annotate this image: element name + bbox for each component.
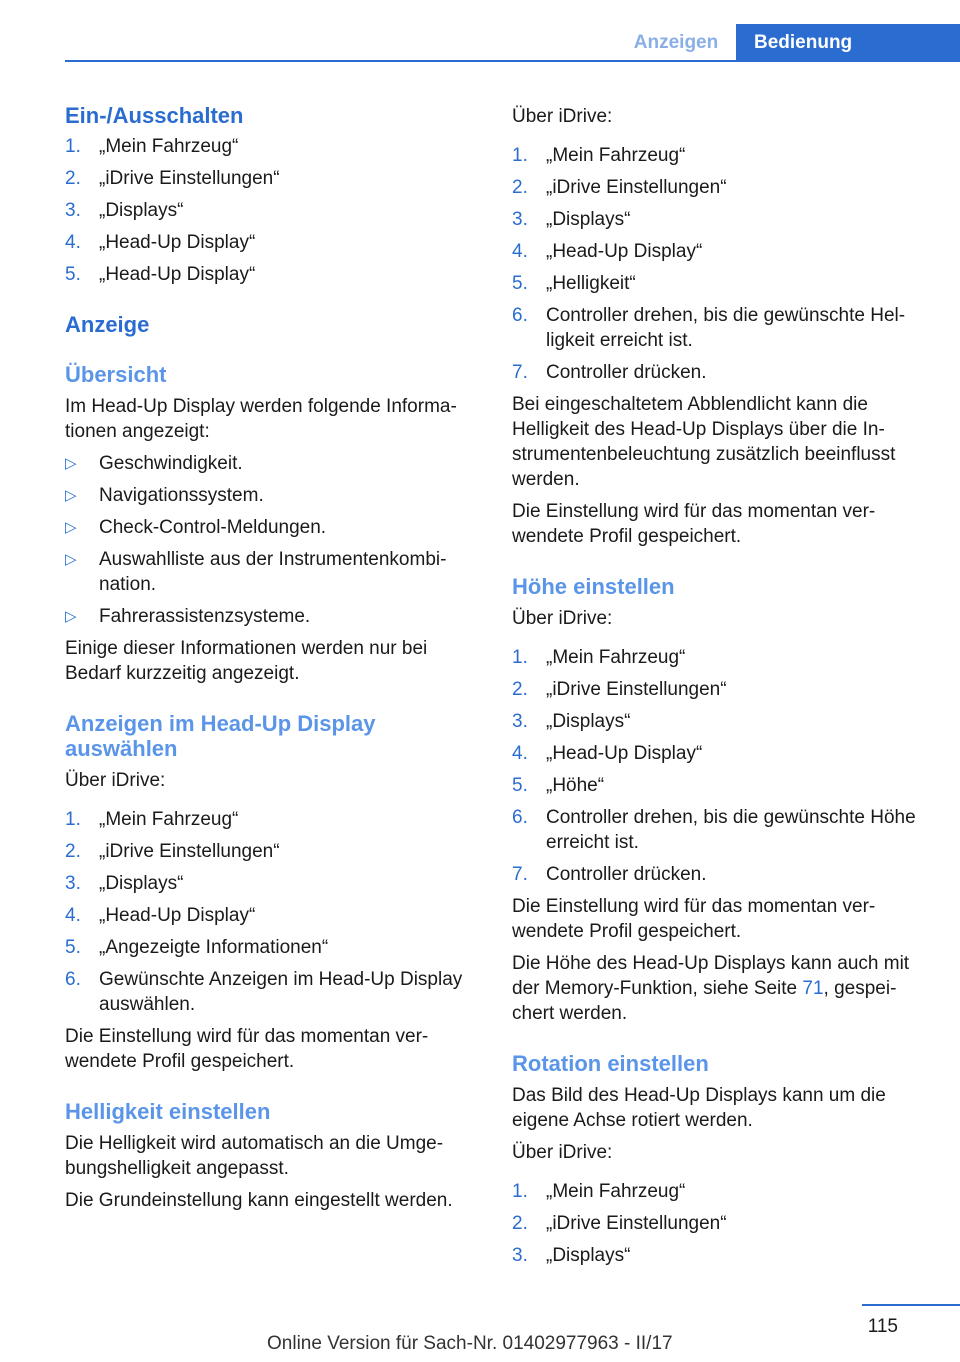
list-item: 3. „Displays“ [512, 1245, 631, 1266]
section-title-anzeigen-auswaehlen: Anzeigen im Head-Up Display auswählen [65, 711, 376, 761]
list-item: 4. „Head-Up Display“ [65, 905, 256, 926]
bright-note-2: Die Einstellung wird für das momentan ver‐wendete Profil gespeichert. [512, 501, 876, 547]
triangle-bullet-icon: ▷ [65, 455, 77, 472]
onoff-steps [65, 134, 485, 287]
bright-steps [512, 143, 932, 385]
rotation-text: Das Bild des Head-Up Displays kann um die eigene Achse rotiert werden. [512, 1085, 886, 1131]
section-title-helligkeit: Helligkeit einstellen [65, 1099, 271, 1124]
list-item: 2. „iDrive Einstellungen“ [512, 1213, 727, 1234]
list-item: 2. „iDrive Einstellungen“ [65, 841, 280, 862]
list-item: 7. Controller drücken. [512, 864, 707, 885]
page-link-71[interactable]: 71 [802, 978, 824, 999]
list-item: 6. Gewünschte Anzeigen im Head-Up Display auswählen. [65, 969, 463, 1015]
via-idrive-label: Über iDrive: [65, 770, 166, 791]
list-item: ▷ Navigationssystem. [65, 485, 264, 506]
list-item: 4. „Head-Up Display“ [512, 241, 703, 262]
section-title-rotation: Rotation einstellen [512, 1051, 709, 1076]
page-number: 115 [867, 1316, 898, 1337]
section-title-ein-ausschalten: Ein-/Ausschalten [65, 103, 244, 128]
triangle-bullet-icon: ▷ [65, 608, 77, 625]
list-item: 6. Controller drehen, bis die gewünschte Hel‐ligkeit erreicht ist. [512, 305, 906, 351]
via-idrive-label: Über iDrive: [512, 1142, 613, 1163]
uebersicht-text: Im Head-Up Display werden folgende Informa‐tionen angezeigt: [65, 396, 457, 442]
via-idrive-label: Über iDrive: [512, 106, 613, 127]
list-item: 2. „iDrive Einstellungen“ [65, 168, 280, 189]
list-item: 1. „Mein Fahrzeug“ [512, 647, 686, 668]
height-steps [512, 645, 932, 887]
triangle-bullet-icon: ▷ [65, 519, 77, 536]
left-column [65, 100, 485, 1213]
list-item: 1. „Mein Fahrzeug“ [512, 1181, 686, 1202]
list-item: 7. Controller drücken. [512, 362, 707, 383]
list-item: ▷ Auswahlliste aus der Instrumentenkombi‐nation. [65, 549, 447, 595]
list-item: 4. „Head-Up Display“ [512, 743, 703, 764]
bullets-note: Einige dieser Informationen werden nur bei Bedarf kurzzeitig angezeigt. [65, 638, 428, 684]
height-note-1: Die Einstellung wird für das momentan ver‐wendete Profil gespeichert. [512, 896, 876, 942]
via-idrive-label: Über iDrive: [512, 608, 613, 629]
rotation-steps [512, 1179, 932, 1268]
section-title-anzeige: Anzeige [65, 312, 150, 337]
list-item: 3. „Displays“ [512, 711, 631, 732]
select-note: Die Einstellung wird für das momentan ver‐wendete Profil gespeichert. [65, 1026, 429, 1072]
right-column [512, 100, 932, 1268]
select-steps [65, 807, 485, 1017]
list-item: 5. „Head-Up Display“ [65, 264, 256, 285]
height-note-2: Die Höhe des Head-Up Displays kann auch mit der Memory-Funktion, siehe Seite 71, gespei‐chert werden. [512, 953, 910, 1024]
list-item: 6. Controller drehen, bis die gewünschte Höhe erreicht ist. [512, 807, 916, 853]
list-item: ▷ Geschwindigkeit. [65, 453, 243, 474]
list-item: ▷ Fahrerassistenzsysteme. [65, 606, 311, 627]
bright-text-1: Die Helligkeit wird automatisch an die Umge‐bungshelligkeit angepasst. [65, 1133, 444, 1179]
triangle-bullet-icon: ▷ [65, 487, 77, 504]
list-item: 2. „iDrive Einstellungen“ [512, 679, 727, 700]
triangle-bullet-icon: ▷ [65, 551, 77, 568]
bright-note-1: Bei eingeschaltetem Abblendlicht kann die Helligkeit des Head-Up Displays über die In‐strumentenbeleuchtung zusätzlich beeinflusst werden. [512, 394, 896, 490]
list-item: 3. „Displays“ [65, 200, 184, 221]
header-rule [65, 60, 960, 62]
list-item: 3. „Displays“ [512, 209, 631, 230]
list-item: 1. „Mein Fahrzeug“ [65, 136, 239, 157]
list-item: 1. „Mein Fahrzeug“ [512, 145, 686, 166]
list-item: 3. „Displays“ [65, 873, 184, 894]
online-version-note: Online Version für Sach-Nr. 01402977963 - II/17 [267, 1333, 673, 1354]
bright-text-2: Die Grundeinstellung kann eingestellt werden. [65, 1190, 453, 1211]
list-item: ▷ Check-Control-Meldungen. [65, 517, 327, 538]
list-item: 2. „iDrive Einstellungen“ [512, 177, 727, 198]
list-item: 1. „Mein Fahrzeug“ [65, 809, 239, 830]
list-item: 5. „Angezeigte Informationen“ [65, 937, 329, 958]
list-item: 5. „Höhe“ [512, 775, 605, 796]
section-title-hoehe: Höhe einstellen [512, 574, 675, 599]
list-item: 5. „Helligkeit“ [512, 273, 636, 294]
section-title-uebersicht: Übersicht [65, 362, 167, 387]
list-item: 4. „Head-Up Display“ [65, 232, 256, 253]
info-bullets [65, 451, 485, 629]
footer-rule [862, 1304, 960, 1306]
header-tab-anzeigen[interactable]: Anzeigen [633, 32, 719, 53]
header-tab-bedienung[interactable]: Bedienung [736, 24, 960, 61]
